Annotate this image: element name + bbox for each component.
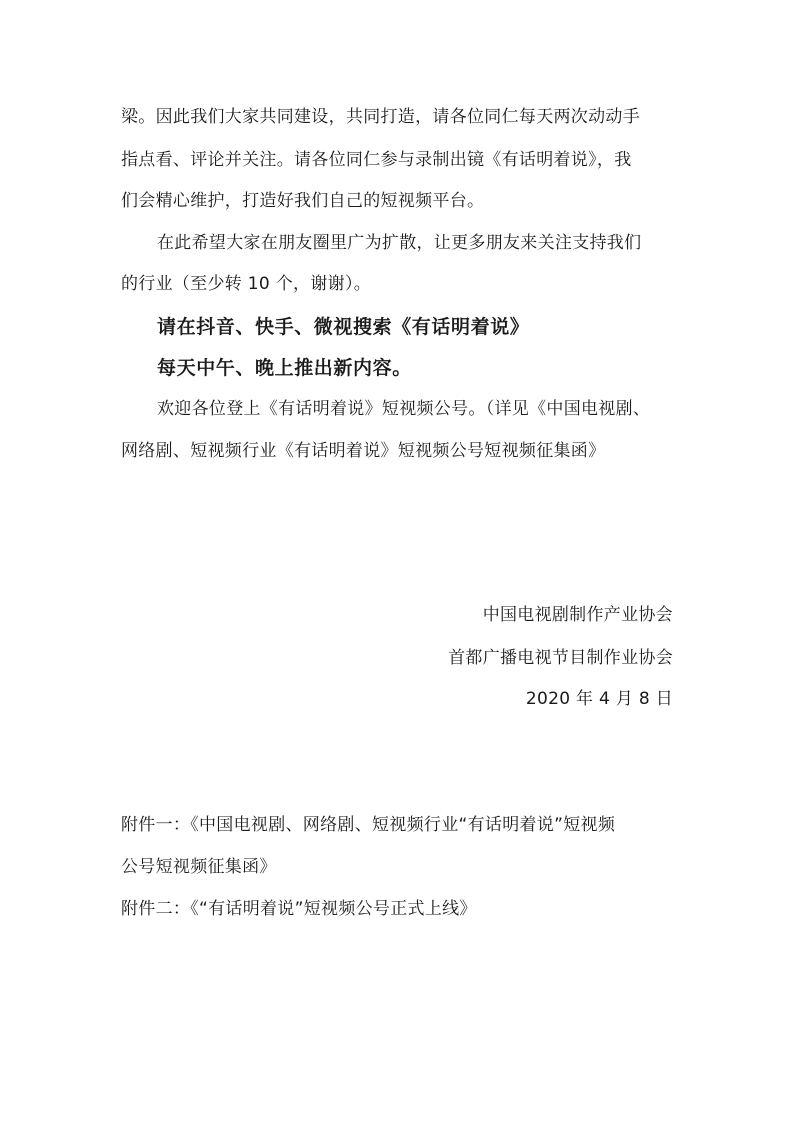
- body-paragraph-line: 的行业（至少转 10 个，谢谢）。: [121, 274, 372, 294]
- signature-org-1: 中国电视剧制作产业协会: [482, 605, 673, 625]
- signature-date: 2020 年 4 月 8 日: [525, 689, 673, 709]
- body-paragraph-line: 梁。因此我们大家共同建设，共同打造，请各位同仁每天两次动动手: [121, 107, 640, 127]
- attachment-line: 附件二：《“有话明着说”短视频公号正式上线》: [121, 899, 477, 919]
- highlight-line: 每天中午、晚上推出新内容。: [157, 357, 412, 379]
- body-paragraph-line: 在此希望大家在朋友圈里广为扩散，让更多朋友来关注支持我们: [157, 233, 642, 253]
- body-paragraph-line: 们会精心维护，打造好我们自己的短视频平台。: [121, 191, 485, 211]
- attachment-line: 附件一：《中国电视剧、网络剧、短视频行业“有话明着说”短视频: [121, 815, 616, 835]
- attachment-line: 公号短视频征集函》: [121, 857, 277, 877]
- welcome-paragraph-line: 欢迎各位登上《有话明着说》短视频公号。（详见《中国电视剧、: [157, 399, 651, 419]
- signature-org-2: 首都广播电视节目制作业协会: [448, 648, 673, 668]
- body-paragraph-line: 指点看、评论并关注。请各位同仁参与录制出镜《有话明着说》，我: [121, 150, 632, 170]
- highlight-line: 请在抖音、快手、微视搜索《有话明着说》: [157, 316, 530, 338]
- welcome-paragraph-line: 网络剧、短视频行业《有话明着说》短视频公号短视频征集函》: [121, 441, 606, 461]
